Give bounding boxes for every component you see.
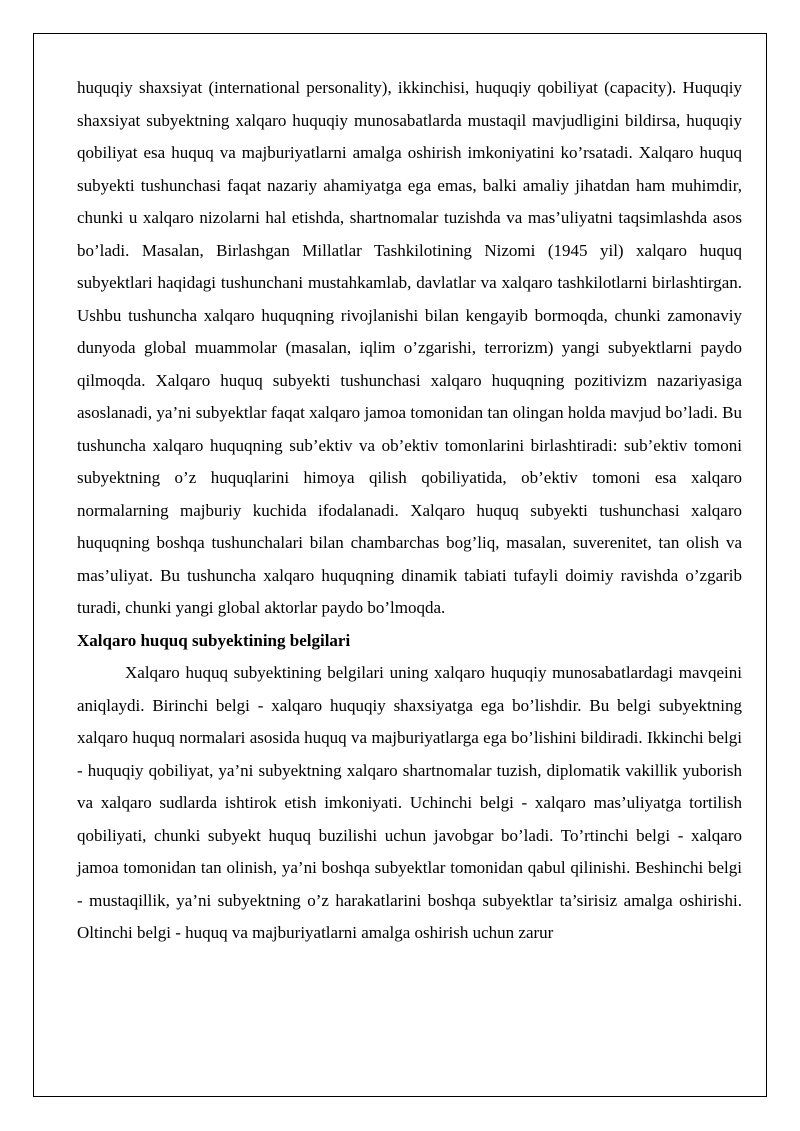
body-paragraph-1: huquqiy shaxsiyat (international personality), ikkinchisi, huquqiy qobiliyat (capacity). Huquqiy shaxsiyat subyektning xalqaro huquqiy munosabatlarda mustaqil mavjudligini bildirsa, huquqiy qobiliyat esa huquq va majburiyatlarni amalga oshirish imkoniyatini ko’rsatadi. Xalqaro huquq subyekti tushunchasi faqat nazariy ahamiyatga ega emas, balki amaliy jihatdan ham muhimdir, chunki u xalqaro nizolarni hal etishda, shartnomalar tuzishda va mas’uliyatni taqsimlashda asos bo’ladi. Masalan, Birlashgan Millatlar Tashkilotining Nizomi (1945 yil) xalqaro huquq subyektlari haqidagi tushunchani mustahkamlab, davlatlar va xalqaro tashkilotlarni birlashtirgan. Ushbu tushuncha xalqaro huquqning rivojlanishi bilan kengayib bormoqda, chunki zamonaviy dunyoda global muammolar (masalan, iqlim o’zgarishi, terrorizm) yangi subyektlarni paydo qilmoqda. Xalqaro huquq subyekti tushunchasi xalqaro huquqning pozitivizm nazariyasiga asoslanadi, ya’ni subyektlar faqat xalqaro jamoa tomonidan tan olingan holda mavjud bo’ladi. Bu tushuncha xalqaro huquqning sub’ektiv va ob’ektiv tomonlarini birlashtiradi: sub’ektiv tomoni subyektning o’z huquqlarini himoya qilish qobiliyatida, ob’ektiv tomoni esa xalqaro normalarning majburiy kuchida ifodalanadi. Xalqaro huquq subyekti tushunchasi xalqaro huquqning boshqa tushunchalari bilan chambarchas bog’liq, masalan, suverenitet, tan olish va mas’uliyat. Bu tushuncha xalqaro huquqning dinamik tabiati tufayli doimiy ravishda o’zgarib turadi, chunki yangi global aktorlar paydo bo’lmoqda. [77,78,742,617]
section-heading: Xalqaro huquq subyektining belgilari [77,630,351,650]
body-paragraph-2: Xalqaro huquq subyektining belgilari uning xalqaro huquqiy munosabatlardagi mavqeini aniqlaydi. Birinchi belgi - xalqaro huquqiy shaxsiyatga ega bo’lishdir. Bu belgi subyektning xalqaro huquq normalari asosida huquq va majburiyatlarga ega bo’lishini bildiradi. Ikkinchi belgi - huquqiy qobiliyat, ya’ni subyektning xalqaro shartnomalar tuzish, diplomatik vakillik yuborish va xalqaro sudlarda ishtirok etish imkoniyati. Uchinchi belgi - xalqaro mas’uliyatga tortilish qobiliyati, chunki subyekt huquq buzilishi uchun javobgar bo’ladi. To’rtinchi belgi - xalqaro jamoa tomonidan tan olinish, ya’ni boshqa subyektlar tomonidan qabul qilinishi. Beshinchi belgi - mustaqillik, ya’ni subyektning o’z harakatlarini boshqa subyektlar ta’sirisiz amalga oshirishi. Oltinchi belgi - huquq va majburiyatlarni amalga oshirish uchun zarur [77,663,742,942]
document-body [77,72,742,950]
